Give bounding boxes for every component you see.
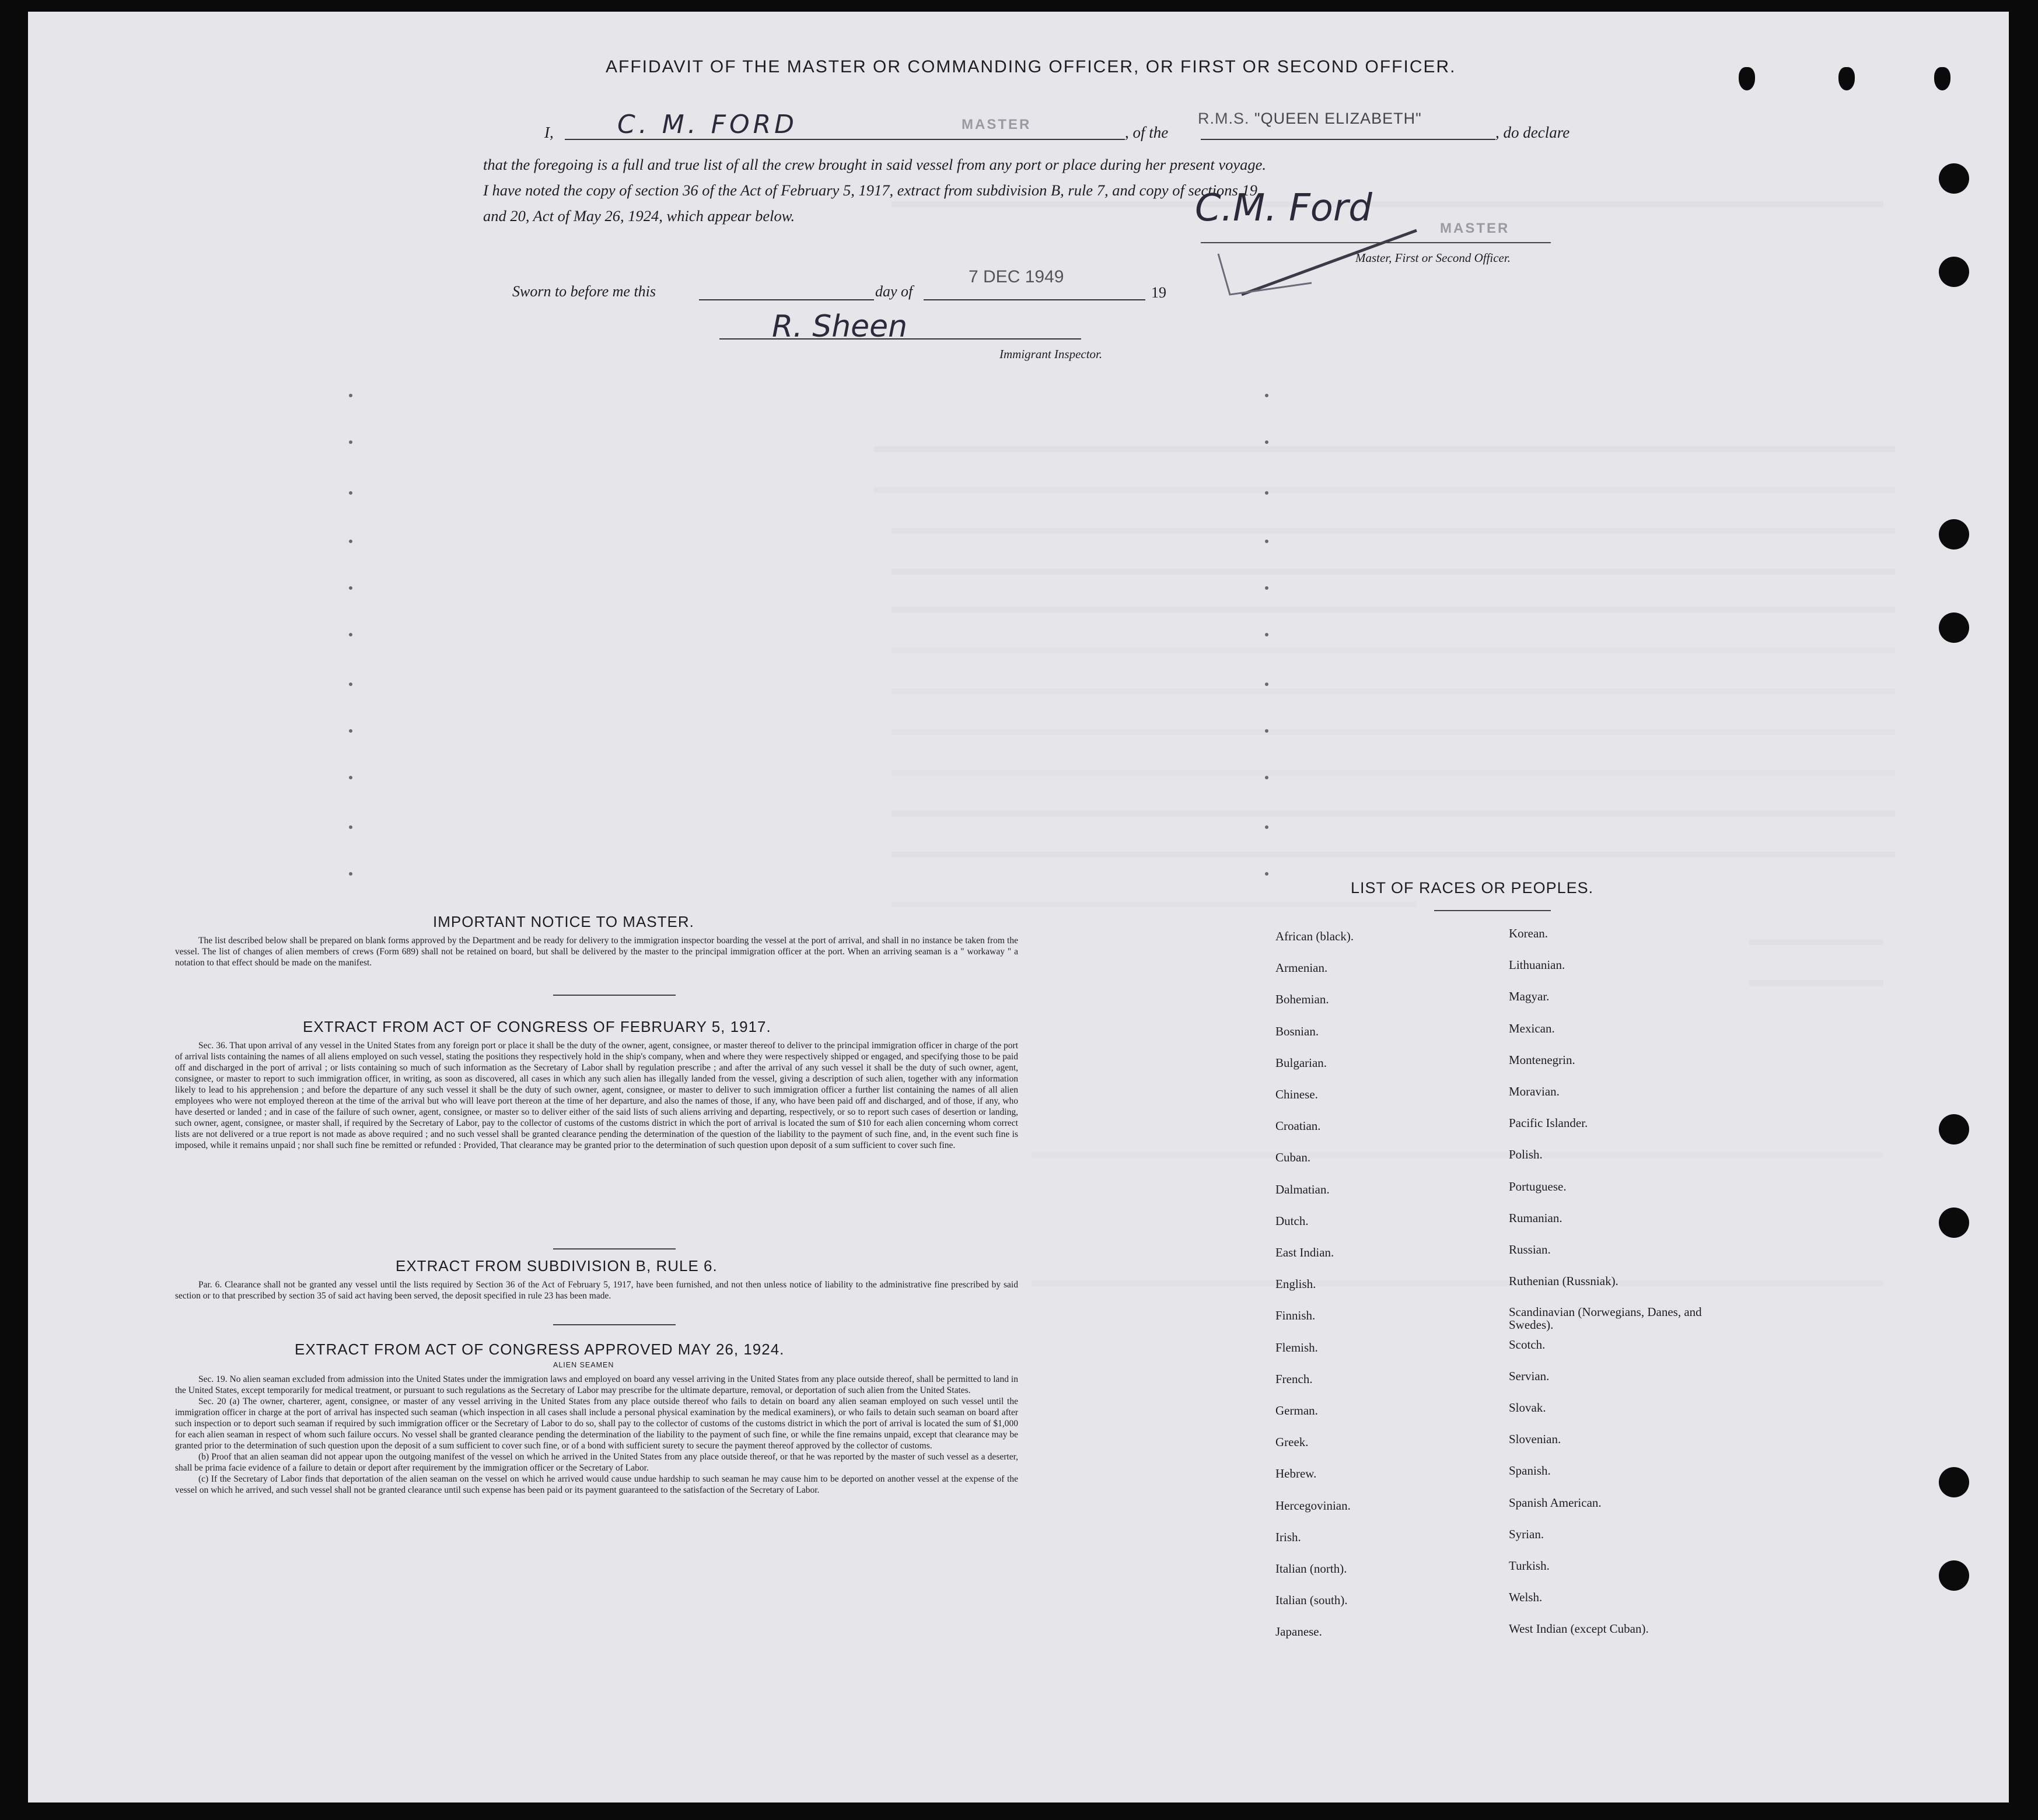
- affidavit-line-4: and 20, Act of May 26, 1924, which appear below.: [483, 207, 795, 225]
- affidavit-title: AFFIDAVIT OF THE MASTER OR COMMANDING OFFICER, OR FIRST OR SECOND OFFICER.: [606, 57, 1456, 76]
- race-item: Russian.: [1509, 1242, 1551, 1256]
- guide-dot: [349, 825, 352, 829]
- document-page: [28, 12, 2009, 1803]
- bleed-through-mark: [892, 688, 1895, 694]
- inspector-signature: R. Sheen: [772, 309, 908, 344]
- guide-dot: [1265, 586, 1268, 590]
- guide-dot: [1265, 872, 1268, 876]
- signature-master-stamp: MASTER: [1440, 220, 1510, 236]
- race-item: Armenian.: [1275, 961, 1328, 975]
- guide-dot: [1265, 825, 1268, 829]
- extract-1917-body: Sec. 36. That upon arrival of any vessel in the United States from any foreign port or place it shall be the duty of the owner, agent, consignee, or master thereof to deliver to the principal immigration officer in charge of the port of arrival lists containing the names of all aliens employed on such vessel, stating the positions they respectively hold in the ship's company, when and where they were respectively shipped or engaged, and specifying those to be paid off and discharged in the port of arrival ; or lists containing so much of such information as the Secretary of Labor shall by regulation prescribe ; and after the arrival of any such vessel it shall be the duty of such owner, agent, consignee, or master to report to such immigration officer, in writing, as soon as discovered, all cases in which any such alien has illegally landed from the vessel, giving a description of such alien, together with any information likely to lead to his apprehension ; and before the departure of any such vessel it shall be the duty of such owner, agent, consignee, or master to deliver to such immigration officer a further list containing the names of all alien employees who were not employed thereon at the time of the arrival but who will leave port thereon at the time of her departure, and also the names of those, if any, who have been paid off and discharged, and of those, if any, who have deserted or landed ; and in case of the failure of such owner, agent, consignee, or master so to deliver either of the said lists of such aliens arriving and departing, respectively, or so to report such cases of desertion or landing, such owner, agent, consignee, or master shall, if required by the Secretary of Labor, pay to the collector of customs of the customs district in which the port of arrival is located the sum of $10 for each alien concerning whom correct lists are not delivered or a true report is not made as above required ; and no such vessel shall be granted clearance pending the determination of the question of the liability to the payment of such fine, and, in the event such fine is imposed, while it remains unpaid ; nor shall such fine be remitted or refunded : Provided, That clearance may be granted prior to the determination of such question upon deposit of a sum sufficient to cover such fine.: [175, 1041, 1018, 1150]
- races-title: LIST OF RACES OR PEOPLES.: [1351, 879, 1594, 897]
- bleed-through-mark: [1032, 1280, 1883, 1286]
- race-item: Mexican.: [1509, 1021, 1555, 1035]
- race-item: Croatian.: [1275, 1119, 1321, 1133]
- race-item: East Indian.: [1275, 1245, 1334, 1259]
- guide-dot: [349, 872, 352, 876]
- guide-dot: [349, 440, 352, 444]
- guide-dot: [1265, 491, 1268, 495]
- race-item: Hercegovinian.: [1275, 1498, 1351, 1513]
- guide-dot: [1265, 729, 1268, 733]
- bleed-through-mark: [1032, 1152, 1883, 1158]
- race-item: African (black).: [1275, 929, 1354, 943]
- notice-body-block: [175, 935, 1018, 968]
- race-item: West Indian (except Cuban).: [1509, 1622, 1649, 1636]
- binding-hole: [1939, 612, 1969, 643]
- sworn-text: Sworn to before me this: [512, 283, 656, 300]
- inspector-line: [719, 338, 1081, 340]
- affidavit-line-2: that the foregoing is a full and true list of all the crew brought in said vessel from any port or place during her present voyage.: [483, 156, 1267, 173]
- punch-notch: [1838, 67, 1855, 90]
- race-item: Greek.: [1275, 1435, 1309, 1450]
- guide-dot: [349, 394, 352, 397]
- race-item: Rumanian.: [1509, 1210, 1562, 1225]
- do-declare-text: , do declare: [1495, 124, 1570, 141]
- year-suffix: 19: [1151, 284, 1166, 301]
- master-stamp: MASTER: [962, 117, 1032, 132]
- notice-body: The list described below shall be prepared on blank forms approved by the Department and be ready for delivery to the immigration inspector boarding the vessel at the port of arrival, and shall in no instance be taken from the vessel. The list of changes of alien members of crews (Form 689) shall not be retained on board, but shall be delivered by the master to the principal immigration officer at the port. When an arriving seaman is a " workaway " a notation to that effect should be made on the manifest.: [175, 936, 1018, 968]
- section-divider: [553, 1248, 676, 1250]
- race-item: Italian (south).: [1275, 1593, 1348, 1608]
- race-item: Dalmatian.: [1275, 1182, 1330, 1196]
- races-divider: [1434, 910, 1551, 911]
- bleed-through-mark: [892, 607, 1895, 612]
- of-the-text: , of the: [1125, 124, 1169, 141]
- race-item: Servian.: [1509, 1368, 1550, 1383]
- binding-hole: [1939, 1114, 1969, 1144]
- binding-hole: [1939, 519, 1969, 550]
- race-item: Italian (north).: [1275, 1562, 1347, 1576]
- guide-dot: [1265, 394, 1268, 397]
- race-item: Slovak.: [1509, 1401, 1546, 1415]
- race-item: Welsh.: [1509, 1590, 1543, 1605]
- bleed-through-mark: [892, 770, 1895, 776]
- punch-notch: [1934, 67, 1950, 90]
- officer-signature: C.M. Ford: [1195, 187, 1372, 230]
- race-item: Bohemian.: [1275, 992, 1329, 1007]
- sworn-day-line: [699, 299, 874, 300]
- race-item: Korean.: [1509, 926, 1548, 940]
- binding-hole: [1939, 1467, 1969, 1497]
- race-item: Flemish.: [1275, 1340, 1318, 1354]
- race-item: Bosnian.: [1275, 1024, 1319, 1038]
- race-item: Spanish.: [1509, 1464, 1551, 1478]
- vessel-line: [1201, 139, 1495, 140]
- race-item: Ruthenian (Russniak).: [1509, 1274, 1618, 1289]
- guide-dot: [349, 633, 352, 636]
- guide-dot: [349, 491, 352, 495]
- race-item: Lithuanian.: [1509, 958, 1565, 972]
- bleed-through-mark: [892, 852, 1895, 858]
- race-item: Montenegrin.: [1509, 1052, 1575, 1067]
- vessel-name: "QUEEN ELIZABETH": [1254, 110, 1422, 127]
- bleed-through-mark: [892, 901, 1417, 907]
- guide-dot: [1265, 540, 1268, 543]
- race-item: French.: [1275, 1371, 1313, 1386]
- race-item: Hebrew.: [1275, 1466, 1317, 1481]
- master-name-handwriting: C. M. FORD: [617, 110, 798, 139]
- race-item: Irish.: [1275, 1530, 1301, 1544]
- date-stamp: 7 DEC 1949: [969, 267, 1064, 286]
- guide-dot: [349, 586, 352, 590]
- race-item: Syrian.: [1509, 1527, 1544, 1541]
- guide-dot: [1265, 633, 1268, 636]
- day-of-text: day of: [875, 283, 913, 300]
- inspector-caption: Immigrant Inspector.: [999, 347, 1103, 361]
- guide-dot: [1265, 776, 1268, 779]
- race-item: Portuguese.: [1509, 1179, 1567, 1194]
- extract-1924-sec20a: Sec. 20 (a) The owner, charterer, agent, consignee, or master of any vessel arriving in the United States from any place outside thereof who fails to detain on board any alien seaman employed on such vessel until the immigration officer in charge at the port of arrival has inspected such seaman (which inspection in all cases shall include a personal physical examination by the medical examiners), or who fails to detain such seaman on board after such inspection or to deport such seaman if required by such immigration officer or the Secretary of Labor to do so, shall pay to the collector of customs of the customs district in which the port of arrival is located the sum of $1,000 for each alien seaman in respect of whom such failure occurs. No vessel shall be granted clearance pending the determination of the liability to the payment of such fine, or while the fine remains unpaid, except that clearance may be granted prior to the determination of such question upon the deposit of a sum sufficient to cover such fine, or of a bond with sufficient surety to secure the payment thereof approved by the collector of customs.: [175, 1396, 1018, 1451]
- race-item: Chinese.: [1275, 1087, 1318, 1101]
- race-item: Magyar.: [1509, 989, 1550, 1004]
- race-item: Finnish.: [1275, 1308, 1316, 1323]
- bleed-through-mark: [892, 648, 1895, 653]
- extract-1924-subtitle: ALIEN SEAMEN: [553, 1361, 614, 1369]
- bleed-through-mark: [892, 569, 1895, 575]
- signature-line: [1201, 242, 1551, 243]
- binding-hole: [1939, 163, 1969, 194]
- race-item: Scotch.: [1509, 1337, 1546, 1352]
- affidavit-prefix: I,: [544, 124, 554, 141]
- rule6-block: [175, 1279, 1018, 1301]
- race-item: Moravian.: [1509, 1084, 1560, 1098]
- guide-dot: [349, 729, 352, 733]
- binding-hole: [1939, 257, 1969, 287]
- signature-caption: Master, First or Second Officer.: [1355, 251, 1511, 265]
- extract-1924-block: [175, 1374, 1018, 1496]
- bleed-through-mark: [892, 729, 1895, 735]
- affidavit-line-3: I have noted the copy of section 36 of the Act of February 5, 1917, extract from subdivision B, rule 7, and copy of sections 19: [483, 181, 1257, 199]
- extract-1924-sec19: Sec. 19. No alien seaman excluded from admission into the United States under the immigration laws and employed on board any vessel arriving in the United States from any place outside thereof, shall be permitted to land in the United States, except temporarily for medical treatment, or pursuant to such regulations as the Secretary of Labor may prescribe for the ultimate departure, removal, or deportation of such alien from the United States.: [175, 1374, 1018, 1395]
- guide-dot: [349, 540, 352, 543]
- race-item: Spanish American.: [1509, 1495, 1602, 1510]
- section-divider: [553, 1324, 676, 1325]
- vessel-prefix: R.M.S.: [1198, 110, 1250, 127]
- race-item: English.: [1275, 1277, 1316, 1292]
- rule6-body: Par. 6. Clearance shall not be granted any vessel until the lists required by Section 36 of the Act of February 5, 1917, have been furnished, and not then unless notice of liability to the administrative fine prescribed by said section or to that prescribed by section 35 of said act having been served, the deposit specified in rule 23 has been made.: [175, 1280, 1018, 1301]
- section-divider: [553, 995, 676, 996]
- race-item: Pacific Islander.: [1509, 1116, 1588, 1130]
- guide-dot: [349, 776, 352, 779]
- bleed-through-mark: [1749, 980, 1883, 986]
- race-item: Dutch.: [1275, 1213, 1309, 1228]
- race-item: Scandinavian (Norwegians, Danes, and Swedes).: [1509, 1305, 1702, 1332]
- extract-1917-block: [175, 1040, 1018, 1151]
- race-item: Polish.: [1509, 1147, 1543, 1162]
- race-item: German.: [1275, 1404, 1318, 1418]
- race-item: Turkish.: [1509, 1559, 1550, 1573]
- race-item: Cuban.: [1275, 1150, 1311, 1165]
- bleed-through-mark: [892, 528, 1895, 534]
- notice-title: IMPORTANT NOTICE TO MASTER.: [433, 913, 694, 930]
- sworn-month-line: [924, 299, 1145, 300]
- binding-hole: [1939, 1208, 1969, 1238]
- binding-hole: [1939, 1560, 1969, 1591]
- extract-1924-title: EXTRACT FROM ACT OF CONGRESS APPROVED MAY 26, 1924.: [295, 1340, 785, 1358]
- race-item: Slovenian.: [1509, 1432, 1561, 1447]
- bleed-through-mark: [874, 487, 1895, 493]
- guide-dot: [349, 682, 352, 686]
- race-item: Japanese.: [1275, 1625, 1322, 1639]
- bleed-through-mark: [874, 446, 1895, 452]
- extract-1917-title: EXTRACT FROM ACT OF CONGRESS OF FEBRUARY 5, 1917.: [303, 1018, 771, 1035]
- punch-notch: [1739, 67, 1755, 90]
- guide-dot: [1265, 682, 1268, 686]
- guide-dot: [1265, 440, 1268, 444]
- extract-1924-sec20c: (c) If the Secretary of Labor finds that deportation of the alien seaman on the vessel on which he arrived would cause undue hardship to such seaman he may cause him to be deported on another vessel at the expense of the vessel on which he arrived, and such vessel shall not be granted clearance until such expense has been paid or its payment guaranteed to the satisfaction of the Secretary of Labor.: [175, 1474, 1018, 1495]
- bleed-through-mark: [1749, 939, 1883, 945]
- extract-1924-sec20b: (b) Proof that an alien seaman did not appear upon the outgoing manifest of the vessel on which he arrived in the United States from any place outside thereof, or that he was reported by the master of such vessel as a deserter, shall be prima facie evidence of a failure to detain or deport after requirement by the immigration officer or the Secretary of Labor.: [175, 1452, 1018, 1473]
- rule6-title: EXTRACT FROM SUBDIVISION B, RULE 6.: [396, 1257, 718, 1275]
- bleed-through-mark: [892, 811, 1895, 817]
- race-item: Bulgarian.: [1275, 1055, 1327, 1070]
